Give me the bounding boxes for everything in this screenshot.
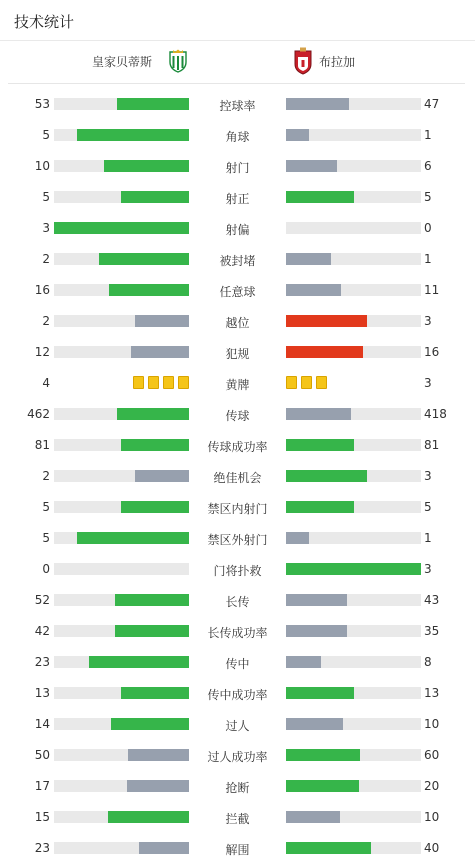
stat-row bbox=[0, 460, 475, 491]
home-bar-track bbox=[54, 191, 189, 203]
home-bar-fill bbox=[54, 222, 189, 234]
home-bar-track bbox=[54, 718, 189, 730]
home-value: 16 bbox=[34, 283, 50, 297]
stat-label: 抢断 bbox=[225, 781, 250, 795]
stat-row bbox=[0, 739, 475, 770]
home-value: 12 bbox=[34, 345, 50, 359]
home-bar-fill bbox=[128, 749, 189, 761]
away-team-name: 布拉加 bbox=[319, 55, 356, 69]
away-bar-track bbox=[286, 656, 421, 668]
home-bar-track bbox=[54, 656, 189, 668]
home-bar-track bbox=[54, 160, 189, 172]
stat-label: 射偏 bbox=[225, 223, 250, 237]
stat-label: 门将扑救 bbox=[213, 564, 262, 578]
away-value: 16 bbox=[424, 345, 440, 359]
away-yellow-cards bbox=[286, 376, 331, 390]
away-bar-fill bbox=[286, 98, 349, 110]
away-value: 418 bbox=[424, 407, 447, 421]
away-value: 5 bbox=[424, 500, 432, 514]
home-bar-fill bbox=[115, 594, 189, 606]
stat-row bbox=[0, 429, 475, 460]
home-value: 14 bbox=[34, 717, 50, 731]
away-bar-track bbox=[286, 780, 421, 792]
away-value: 1 bbox=[424, 531, 432, 545]
home-bar-track bbox=[54, 532, 189, 544]
home-bar-track bbox=[54, 563, 189, 575]
away-bar-fill bbox=[286, 129, 309, 141]
home-value: 23 bbox=[34, 841, 50, 855]
home-bar-fill bbox=[77, 129, 189, 141]
home-bar-fill bbox=[111, 718, 189, 730]
away-value: 0 bbox=[424, 221, 432, 235]
stat-label: 射门 bbox=[225, 161, 250, 175]
home-bar-fill bbox=[127, 780, 189, 792]
home-yellow-cards bbox=[129, 376, 189, 390]
stat-row bbox=[0, 491, 475, 522]
home-bar-track bbox=[54, 749, 189, 761]
stat-label: 过人成功率 bbox=[207, 750, 268, 764]
stat-label: 长传成功率 bbox=[207, 626, 268, 640]
stat-label: 传中 bbox=[225, 657, 250, 671]
away-team-crest-icon bbox=[292, 47, 314, 75]
home-bar-fill bbox=[135, 470, 189, 482]
away-bar-fill bbox=[286, 284, 341, 296]
stat-row bbox=[0, 150, 475, 181]
home-bar-fill bbox=[89, 656, 189, 668]
stat-row bbox=[0, 677, 475, 708]
away-value: 60 bbox=[424, 748, 440, 762]
home-bar-fill bbox=[139, 842, 189, 854]
home-value: 2 bbox=[42, 252, 50, 266]
stat-row bbox=[0, 398, 475, 429]
home-bar-fill bbox=[117, 98, 189, 110]
away-bar-track bbox=[286, 532, 421, 544]
away-value: 1 bbox=[424, 128, 432, 142]
away-bar-fill bbox=[286, 780, 359, 792]
away-bar-fill bbox=[286, 811, 340, 823]
yellow-card-icon bbox=[316, 376, 327, 389]
stat-row bbox=[0, 708, 475, 739]
stat-label: 被封堵 bbox=[219, 254, 256, 268]
home-value: 23 bbox=[34, 655, 50, 669]
home-value: 10 bbox=[34, 159, 50, 173]
away-value: 3 bbox=[424, 376, 432, 390]
stat-row bbox=[0, 615, 475, 646]
away-bar-fill bbox=[286, 160, 337, 172]
away-value: 3 bbox=[424, 562, 432, 576]
home-bar-fill bbox=[99, 253, 189, 265]
away-bar-track bbox=[286, 284, 421, 296]
away-bar-fill bbox=[286, 656, 321, 668]
home-bar-track bbox=[54, 98, 189, 110]
home-bar-fill bbox=[108, 811, 189, 823]
home-bar-fill bbox=[121, 439, 189, 451]
stat-row bbox=[0, 832, 475, 863]
away-bar-fill bbox=[286, 470, 367, 482]
away-bar-fill bbox=[286, 594, 347, 606]
stat-label: 越位 bbox=[225, 316, 250, 330]
stat-row bbox=[0, 243, 475, 274]
away-bar-track bbox=[286, 842, 421, 854]
home-value: 462 bbox=[27, 407, 50, 421]
away-bar-fill bbox=[286, 687, 354, 699]
home-value: 5 bbox=[42, 190, 50, 204]
stat-row bbox=[0, 181, 475, 212]
stat-label: 传球成功率 bbox=[207, 440, 268, 454]
stat-label: 角球 bbox=[225, 130, 250, 144]
away-bar-track bbox=[286, 129, 421, 141]
away-bar-track bbox=[286, 315, 421, 327]
yellow-card-icon bbox=[163, 376, 174, 389]
stat-row bbox=[0, 305, 475, 336]
away-value: 1 bbox=[424, 252, 432, 266]
stat-label: 禁区内射门 bbox=[207, 502, 268, 516]
home-bar-fill bbox=[121, 501, 189, 513]
home-team-crest-icon bbox=[166, 49, 190, 73]
home-value: 5 bbox=[42, 531, 50, 545]
away-value: 10 bbox=[424, 717, 440, 731]
home-value: 81 bbox=[34, 438, 50, 452]
home-bar-track bbox=[54, 780, 189, 792]
away-bar-fill bbox=[286, 315, 367, 327]
away-value: 47 bbox=[424, 97, 440, 111]
home-bar-fill bbox=[104, 160, 189, 172]
stat-label: 射正 bbox=[225, 192, 250, 206]
away-value: 11 bbox=[424, 283, 440, 297]
title-bar bbox=[0, 0, 475, 41]
stat-label: 传中成功率 bbox=[207, 688, 268, 702]
home-value: 5 bbox=[42, 128, 50, 142]
home-bar-track bbox=[54, 439, 189, 451]
away-value: 3 bbox=[424, 314, 432, 328]
home-bar-track bbox=[54, 842, 189, 854]
away-bar-track bbox=[286, 439, 421, 451]
stat-label: 禁区外射门 bbox=[207, 533, 268, 547]
home-bar-track bbox=[54, 408, 189, 420]
away-bar-track bbox=[286, 98, 421, 110]
away-bar-fill bbox=[286, 563, 421, 575]
away-bar-track bbox=[286, 749, 421, 761]
away-bar-fill bbox=[286, 253, 331, 265]
home-value: 2 bbox=[42, 469, 50, 483]
home-value: 53 bbox=[34, 97, 50, 111]
yellow-card-icon bbox=[178, 376, 189, 389]
home-value: 13 bbox=[34, 686, 50, 700]
stat-row bbox=[0, 553, 475, 584]
home-value: 2 bbox=[42, 314, 50, 328]
teams-header bbox=[8, 41, 465, 84]
home-value: 3 bbox=[42, 221, 50, 235]
away-value: 5 bbox=[424, 190, 432, 204]
away-bar-track bbox=[286, 160, 421, 172]
away-bar-track bbox=[286, 222, 421, 234]
away-bar-fill bbox=[286, 532, 309, 544]
home-value: 50 bbox=[34, 748, 50, 762]
away-bar-track bbox=[286, 718, 421, 730]
away-bar-track bbox=[286, 687, 421, 699]
home-bar-track bbox=[54, 253, 189, 265]
away-bar-fill bbox=[286, 842, 371, 854]
away-bar-fill bbox=[286, 408, 351, 420]
stat-row bbox=[0, 88, 475, 119]
stat-label: 任意球 bbox=[219, 285, 256, 299]
away-bar-track bbox=[286, 346, 421, 358]
stat-row bbox=[0, 212, 475, 243]
stat-row bbox=[0, 801, 475, 832]
away-value: 20 bbox=[424, 779, 440, 793]
stat-row bbox=[0, 367, 475, 398]
home-value: 0 bbox=[42, 562, 50, 576]
away-bar-fill bbox=[286, 346, 363, 358]
stat-label: 长传 bbox=[225, 595, 250, 609]
away-bar-track bbox=[286, 594, 421, 606]
home-bar-track bbox=[54, 346, 189, 358]
away-value: 3 bbox=[424, 469, 432, 483]
stat-label: 过人 bbox=[225, 719, 250, 733]
stat-row bbox=[0, 770, 475, 801]
away-value: 13 bbox=[424, 686, 440, 700]
stat-row bbox=[0, 646, 475, 677]
home-bar-fill bbox=[117, 408, 189, 420]
home-bar-track bbox=[54, 625, 189, 637]
away-value: 8 bbox=[424, 655, 432, 669]
stat-row bbox=[0, 522, 475, 553]
home-bar-track bbox=[54, 315, 189, 327]
away-bar-track bbox=[286, 408, 421, 420]
away-bar-fill bbox=[286, 749, 360, 761]
page-title: 技术统计 bbox=[14, 13, 75, 31]
away-value: 10 bbox=[424, 810, 440, 824]
stat-label: 拦截 bbox=[225, 812, 250, 826]
stat-label: 控球率 bbox=[219, 99, 256, 113]
away-bar-fill bbox=[286, 625, 347, 637]
home-value: 42 bbox=[34, 624, 50, 638]
home-bar-track bbox=[54, 129, 189, 141]
yellow-card-icon bbox=[301, 376, 312, 389]
away-bar-track bbox=[286, 470, 421, 482]
away-value: 43 bbox=[424, 593, 440, 607]
away-bar-fill bbox=[286, 191, 354, 203]
away-bar-fill bbox=[286, 501, 354, 513]
away-bar-track bbox=[286, 253, 421, 265]
away-bar-fill bbox=[286, 439, 354, 451]
home-bar-track bbox=[54, 501, 189, 513]
home-bar-fill bbox=[121, 687, 189, 699]
away-bar-fill bbox=[286, 718, 343, 730]
stat-label: 传球 bbox=[225, 409, 250, 423]
stat-label: 犯规 bbox=[225, 347, 250, 361]
away-bar-track bbox=[286, 191, 421, 203]
home-bar-fill bbox=[121, 191, 189, 203]
stat-label: 黄牌 bbox=[225, 378, 250, 392]
away-value: 81 bbox=[424, 438, 440, 452]
stat-row bbox=[0, 336, 475, 367]
home-bar-fill bbox=[109, 284, 189, 296]
away-bar-track bbox=[286, 625, 421, 637]
away-value: 40 bbox=[424, 841, 440, 855]
home-bar-fill bbox=[135, 315, 189, 327]
home-bar-track bbox=[54, 811, 189, 823]
home-bar-track bbox=[54, 687, 189, 699]
home-team-name: 皇家贝蒂斯 bbox=[91, 55, 152, 69]
yellow-card-icon bbox=[148, 376, 159, 389]
stat-row bbox=[0, 119, 475, 150]
home-bar-fill bbox=[77, 532, 189, 544]
home-value: 15 bbox=[34, 810, 50, 824]
stat-label: 解围 bbox=[225, 843, 250, 857]
home-value: 17 bbox=[34, 779, 50, 793]
away-value: 6 bbox=[424, 159, 432, 173]
stat-row bbox=[0, 274, 475, 305]
away-bar-track bbox=[286, 811, 421, 823]
away-bar-track bbox=[286, 563, 421, 575]
away-value: 35 bbox=[424, 624, 440, 638]
home-bar-track bbox=[54, 470, 189, 482]
yellow-card-icon bbox=[286, 376, 297, 389]
away-bar-track bbox=[286, 501, 421, 513]
home-value: 52 bbox=[34, 593, 50, 607]
home-bar-fill bbox=[131, 346, 189, 358]
yellow-card-icon bbox=[133, 376, 144, 389]
home-bar-track bbox=[54, 222, 189, 234]
home-value: 5 bbox=[42, 500, 50, 514]
home-value: 4 bbox=[42, 376, 50, 390]
home-bar-track bbox=[54, 284, 189, 296]
stat-row bbox=[0, 584, 475, 615]
stat-label: 绝佳机会 bbox=[213, 471, 262, 485]
home-bar-fill bbox=[115, 625, 189, 637]
home-bar-track bbox=[54, 594, 189, 606]
